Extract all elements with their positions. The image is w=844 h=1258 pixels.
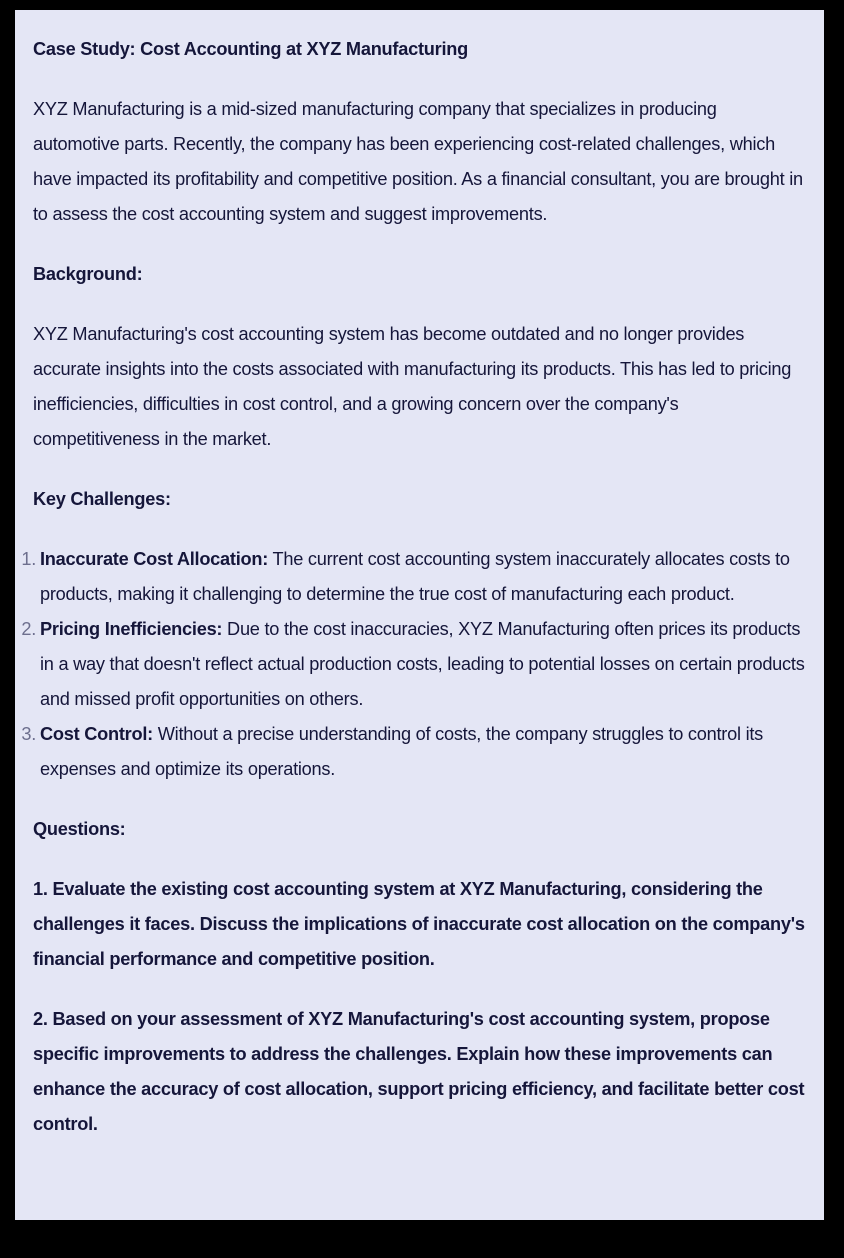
questions-heading: Questions: [33,819,126,839]
challenges-list [21,542,806,787]
list-number: 3. [21,724,36,744]
question-1: 1. Evaluate the existing cost accounting system at XYZ Manufacturing, considering the challenges it faces. Discuss the implications of inaccurate cost allocation on the company's financial performance and competitive position. [33,879,805,969]
list-number: 2. [21,619,36,639]
challenge-text: The current cost accounting system inaccurately allocates costs to products, making it challenging to determine the true cost of manufacturing each product. [40,549,790,604]
background-heading: Background: [33,264,143,284]
case-study-card [15,10,824,1220]
challenge-term: Pricing Inefficiencies: [40,619,223,639]
challenge-text: Due to the cost inaccuracies, XYZ Manufacturing often prices its products in a way that doesn't reflect actual production costs, leading to potential losses on certain products and missed profit opportunities on others. [40,619,805,709]
challenge-text: Without a precise understanding of costs, the company struggles to control its expenses and optimize its operations. [40,724,764,779]
question-2: 2. Based on your assessment of XYZ Manufacturing's cost accounting system, propose specific improvements to address the challenges. Explain how these improvements can enhance the accuracy of cost allocation, support pricing efficiency, and facilitate better cost control. [33,1009,805,1134]
challenge-term: Inaccurate Cost Allocation: [40,549,269,569]
challenge-item [21,542,806,612]
case-study-title: Case Study: Cost Accounting at XYZ Manufacturing [33,39,468,59]
challenge-item [21,717,806,787]
key-challenges-heading: Key Challenges: [33,489,171,509]
challenge-item [21,612,806,717]
list-number: 1. [21,549,36,569]
challenge-term: Cost Control: [40,724,153,744]
background-paragraph: XYZ Manufacturing's cost accounting system has become outdated and no longer provides accurate insights into the costs associated with manufacturing its products. This has led to pricing inefficiencies, difficulties in cost control, and a growing concern over the company's competitiveness in the market. [33,324,792,449]
intro-paragraph: XYZ Manufacturing is a mid-sized manufacturing company that specializes in producing automotive parts. Recently, the company has been experiencing cost-related challenges, which have impacted its profitability and competitive position. As a financial consultant, you are brought in to assess the cost accounting system and suggest improvements. [33,99,803,224]
